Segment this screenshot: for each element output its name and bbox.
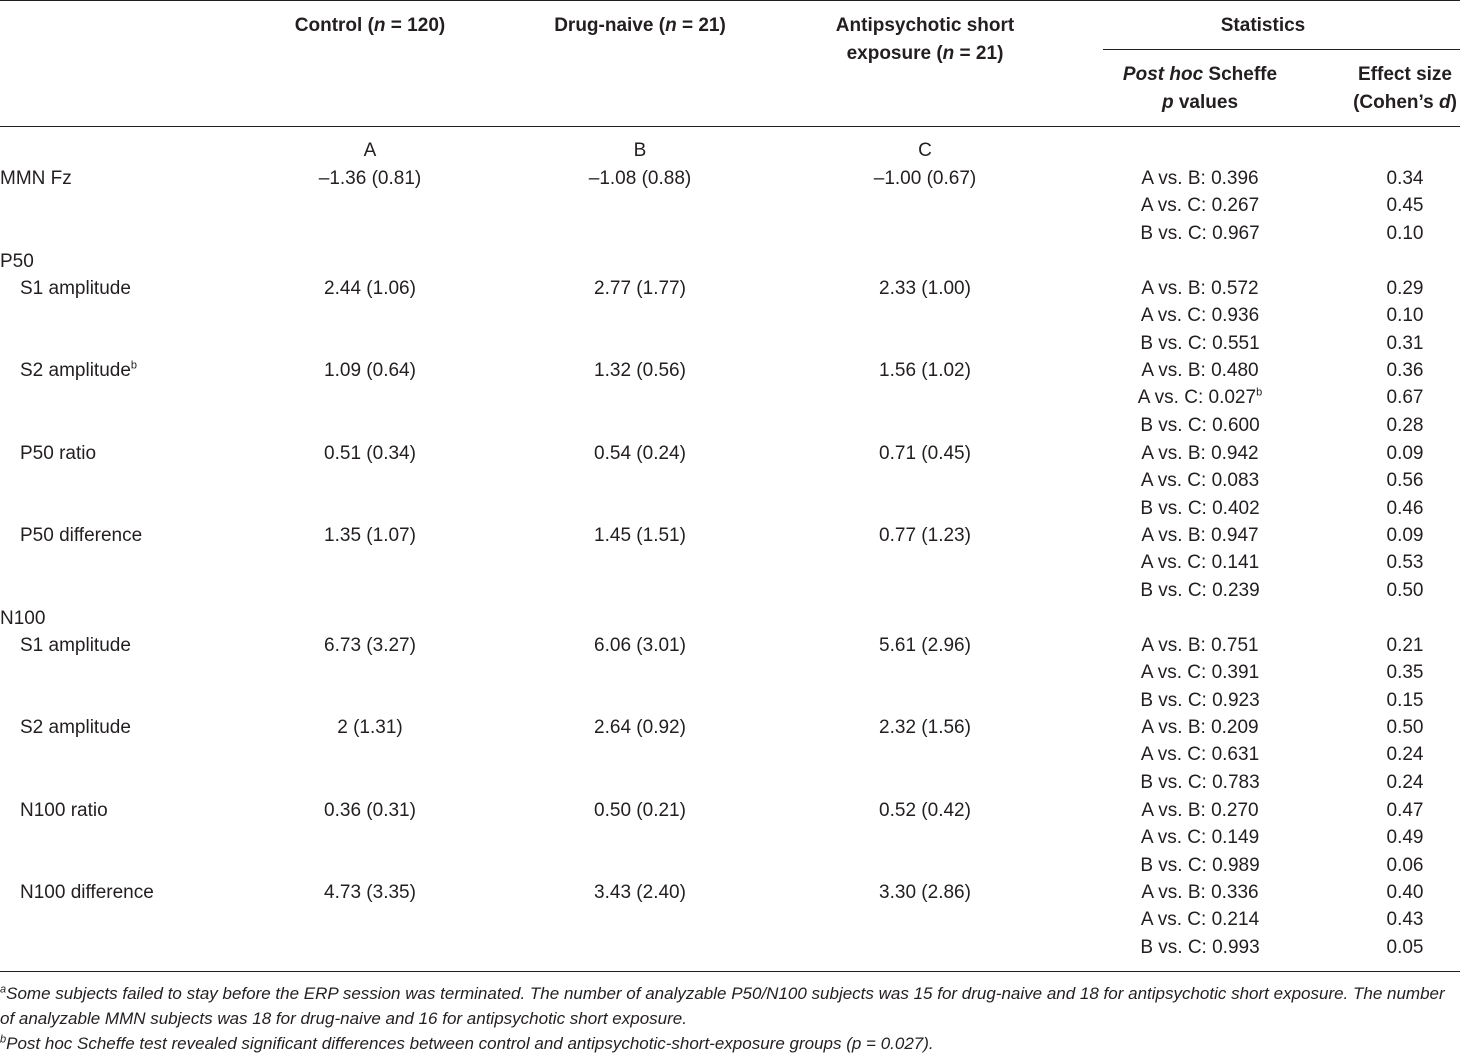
cell-posthoc: A vs. B: 0.572 (1141, 278, 1259, 299)
header-antipsychotic-line2: exposure (n = 21) (846, 43, 1004, 64)
cell-antipsychotic: 2.32 (1.56) (879, 717, 971, 738)
header-posthoc-line1: Post hoc Scheffe (1122, 64, 1278, 85)
header-rule (0, 126, 1460, 127)
cell-effect-size: 0.45 (1386, 195, 1424, 217)
row-label: N100 ratio (20, 800, 108, 821)
row-label: N100 difference (20, 882, 154, 903)
cell-drug-naive: 1.45 (1.51) (594, 525, 686, 546)
cell-posthoc: B vs. C: 0.551 (1140, 332, 1260, 354)
cell-effect-size: 0.09 (1386, 443, 1424, 464)
cell-posthoc: B vs. C: 0.993 (1140, 936, 1260, 958)
cell-effect-size: 0.36 (1386, 360, 1424, 381)
header-antipsychotic-line1: Antipsychotic short (835, 15, 1015, 36)
cell-effect-size: 0.05 (1386, 936, 1424, 958)
header-effect-line2: (Cohen’s d) (1353, 92, 1457, 113)
cell-posthoc: B vs. C: 0.923 (1140, 689, 1260, 711)
bottom-rule (0, 971, 1460, 972)
section-label: P50 (0, 251, 34, 272)
cell-control: 1.09 (0.64) (324, 360, 416, 381)
cell-effect-size: 0.09 (1386, 525, 1424, 546)
cell-drug-naive: 0.54 (0.24) (594, 443, 686, 464)
cell-effect-size: 0.10 (1386, 305, 1424, 327)
header-drug-naive: Drug-naive (n = 21) (554, 15, 726, 36)
cell-posthoc: A vs. C: 0.149 (1140, 827, 1260, 849)
cell-posthoc: A vs. C: 0.083 (1140, 470, 1260, 492)
cell-drug-naive: 1.32 (0.56) (594, 360, 686, 381)
cell-effect-size: 0.35 (1386, 662, 1424, 684)
cell-posthoc: A vs. C: 0.214 (1140, 909, 1260, 931)
cell-drug-naive: 3.43 (2.40) (594, 882, 686, 903)
cell-posthoc: B vs. C: 0.783 (1140, 771, 1260, 793)
cell-posthoc: B vs. C: 0.967 (1140, 222, 1260, 244)
footnote-a-mark: a (0, 983, 7, 996)
cell-effect-size: 0.47 (1386, 800, 1424, 821)
footnote-a-text: Some subjects failed to stay before the ERP session was terminated. The number of analyzable P50/N100 subjects was 15 for drug-naive and 18 for antipsychotic short exposure. The number of analyzable MMN subjects was 18 for drug-naive and 16 for antipsychotic short exposure. (0, 984, 1445, 1028)
cell-effect-size: 0.10 (1386, 222, 1424, 244)
cell-posthoc: B vs. C: 0.600 (1140, 414, 1260, 436)
group-letter-a: A (363, 140, 377, 161)
cell-posthoc: A vs. C: 0.267 (1140, 195, 1260, 217)
cell-antipsychotic: –1.00 (0.67) (873, 168, 977, 189)
cell-posthoc-text: A vs. C: 0.027 (1137, 387, 1257, 409)
cell-control: –1.36 (0.81) (318, 168, 422, 189)
cell-control: 6.73 (3.27) (324, 635, 416, 656)
cell-effect-size: 0.49 (1386, 827, 1424, 849)
cell-antipsychotic: 5.61 (2.96) (879, 635, 971, 656)
row-label: S2 amplitude (20, 717, 131, 738)
cell-posthoc: B vs. C: 0.402 (1140, 497, 1260, 519)
cell-effect-size: 0.28 (1386, 414, 1424, 436)
footnote-b (0, 1031, 1460, 1056)
header-statistics: Statistics (1220, 15, 1306, 36)
statistics-underline (1103, 49, 1460, 50)
cell-antipsychotic: 0.71 (0.45) (879, 443, 971, 464)
cell-effect-size: 0.53 (1386, 552, 1424, 574)
cell-posthoc: B vs. C: 0.239 (1140, 579, 1260, 601)
cell-effect-size: 0.24 (1386, 771, 1424, 793)
cell-effect-size: 0.06 (1386, 854, 1424, 876)
cell-control: 2.44 (1.06) (324, 278, 416, 299)
cell-antipsychotic: 0.52 (0.42) (879, 800, 971, 821)
cell-drug-naive: 2.64 (0.92) (594, 717, 686, 738)
cell-effect-size: 0.21 (1386, 635, 1424, 656)
cell-posthoc: B vs. C: 0.989 (1140, 854, 1260, 876)
footnote-b-mark: b (0, 1033, 7, 1046)
row-label-sup: b (130, 359, 138, 372)
cell-effect-size: 0.34 (1386, 168, 1424, 189)
cell-posthoc: A vs. B: 0.396 (1141, 168, 1259, 189)
cell-posthoc-sup: b (1256, 387, 1263, 400)
row-label: S1 amplitude (20, 635, 131, 656)
cell-posthoc: A vs. C: 0.141 (1140, 552, 1260, 574)
cell-posthoc (1100, 384, 1300, 411)
header-posthoc-line2: p values (1161, 92, 1239, 113)
footnote-a (0, 981, 1460, 1031)
cell-drug-naive: –1.08 (0.88) (588, 168, 692, 189)
cell-control: 4.73 (3.35) (324, 882, 416, 903)
row-label-text: S2 amplitude (20, 360, 131, 381)
cell-control: 0.36 (0.31) (324, 800, 416, 821)
row-label: P50 ratio (20, 443, 97, 464)
footnote-b-text: Post hoc Scheffe test revealed significant differences between control and antipsychotic-short-exposure groups (p = 0.027). (6, 1034, 934, 1053)
header-control: Control (n = 120) (294, 15, 446, 36)
cell-posthoc: A vs. B: 0.209 (1141, 717, 1259, 738)
cell-posthoc: A vs. B: 0.480 (1141, 360, 1259, 381)
group-letter-b: B (633, 140, 647, 161)
cell-control: 0.51 (0.34) (324, 443, 416, 464)
cell-drug-naive: 0.50 (0.21) (594, 800, 686, 821)
section-label: N100 (0, 608, 46, 629)
cell-effect-size: 0.29 (1386, 278, 1424, 299)
cell-control: 2 (1.31) (337, 717, 403, 738)
cell-posthoc: A vs. B: 0.947 (1141, 525, 1259, 546)
cell-effect-size: 0.67 (1386, 387, 1424, 409)
cell-posthoc: A vs. B: 0.336 (1141, 882, 1259, 903)
row-label: MMN Fz (0, 168, 72, 189)
cell-effect-size: 0.31 (1386, 332, 1424, 354)
group-letter-c: C (918, 140, 932, 161)
cell-effect-size: 0.40 (1386, 882, 1424, 903)
cell-effect-size: 0.24 (1386, 744, 1424, 766)
cell-effect-size: 0.46 (1386, 497, 1424, 519)
cell-effect-size: 0.43 (1386, 909, 1424, 931)
cell-drug-naive: 2.77 (1.77) (594, 278, 686, 299)
cell-antipsychotic: 1.56 (1.02) (879, 360, 971, 381)
cell-posthoc: A vs. C: 0.391 (1140, 662, 1260, 684)
cell-posthoc: A vs. C: 0.936 (1140, 305, 1260, 327)
cell-antipsychotic: 3.30 (2.86) (879, 882, 971, 903)
top-rule (0, 0, 1460, 1)
cell-posthoc: A vs. B: 0.270 (1141, 800, 1259, 821)
header-effect-line1: Effect size (1358, 64, 1452, 85)
row-label: P50 difference (20, 525, 143, 546)
cell-effect-size: 0.15 (1386, 689, 1424, 711)
row-label: S1 amplitude (20, 278, 131, 299)
cell-posthoc: A vs. C: 0.631 (1140, 744, 1260, 766)
cell-control: 1.35 (1.07) (324, 525, 416, 546)
cell-effect-size: 0.56 (1386, 470, 1424, 492)
cell-posthoc: A vs. B: 0.942 (1141, 443, 1259, 464)
cell-drug-naive: 6.06 (3.01) (594, 635, 686, 656)
cell-antipsychotic: 2.33 (1.00) (879, 278, 971, 299)
row-label (20, 357, 137, 384)
cell-effect-size: 0.50 (1386, 579, 1424, 601)
cell-antipsychotic: 0.77 (1.23) (879, 525, 971, 546)
cell-posthoc: A vs. B: 0.751 (1141, 635, 1259, 656)
cell-effect-size: 0.50 (1386, 717, 1424, 738)
